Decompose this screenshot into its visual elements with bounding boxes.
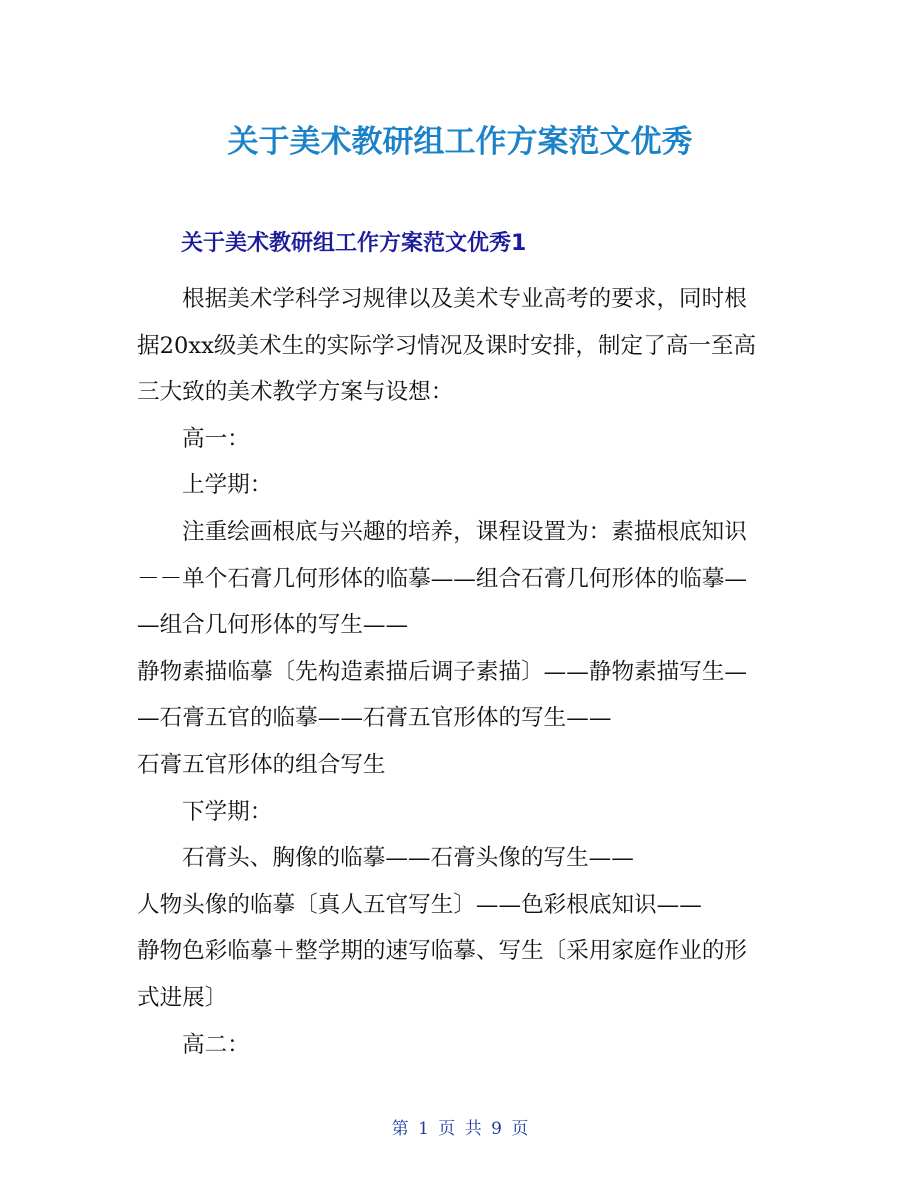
paragraph-line: 上学期： (182, 472, 273, 499)
paragraph-line: 静物素描临摹〔先构造素描后调子素描〕——静物素描写生— (137, 658, 748, 685)
paragraph-line: 下学期： (182, 798, 273, 825)
paragraph-line: 高二： (182, 1031, 250, 1058)
paragraph-line: 据20xx级美术生的实际学习情况及课时安排，制定了高一至高 (137, 332, 757, 359)
paragraph-line: 注重绘画根底与兴趣的培养，课程设置为：素描根底知识 (182, 518, 747, 545)
paragraph-line: —石膏五官的临摹——石膏五官形体的写生—— (137, 705, 612, 732)
paragraph-line: 式进展〕 (137, 984, 228, 1011)
document-body (137, 276, 797, 1068)
paragraph-line: 静物色彩临摹＋整学期的速写临摹、写生〔采用家庭作业的形 (137, 938, 748, 965)
page-footer: 第 1 页 共 9 页 (391, 1119, 529, 1139)
paragraph-line: 石膏头、胸像的临摹——石膏头像的写生—— (182, 845, 634, 872)
paragraph-line: 三大致的美术教学方案与设想： (137, 379, 454, 406)
paragraph-line: —组合几何形体的写生—— (137, 612, 409, 639)
paragraph-line: 石膏五官形体的组合写生 (137, 751, 386, 778)
document-title: 关于美术教研组工作方案范文优秀 (227, 124, 693, 160)
paragraph-line: －－单个石膏几何形体的临摹——组合石膏几何形体的临摹— (137, 565, 748, 592)
section-heading: 关于美术教研组工作方案范文优秀1 (181, 231, 527, 256)
paragraph-line: 根据美术学科学习规律以及美术专业高考的要求，同时根 (182, 286, 747, 312)
paragraph-line: 高一： (182, 425, 250, 452)
paragraph-line: 人物头像的临摹〔真人五官写生〕——色彩根底知识—— (137, 891, 702, 918)
